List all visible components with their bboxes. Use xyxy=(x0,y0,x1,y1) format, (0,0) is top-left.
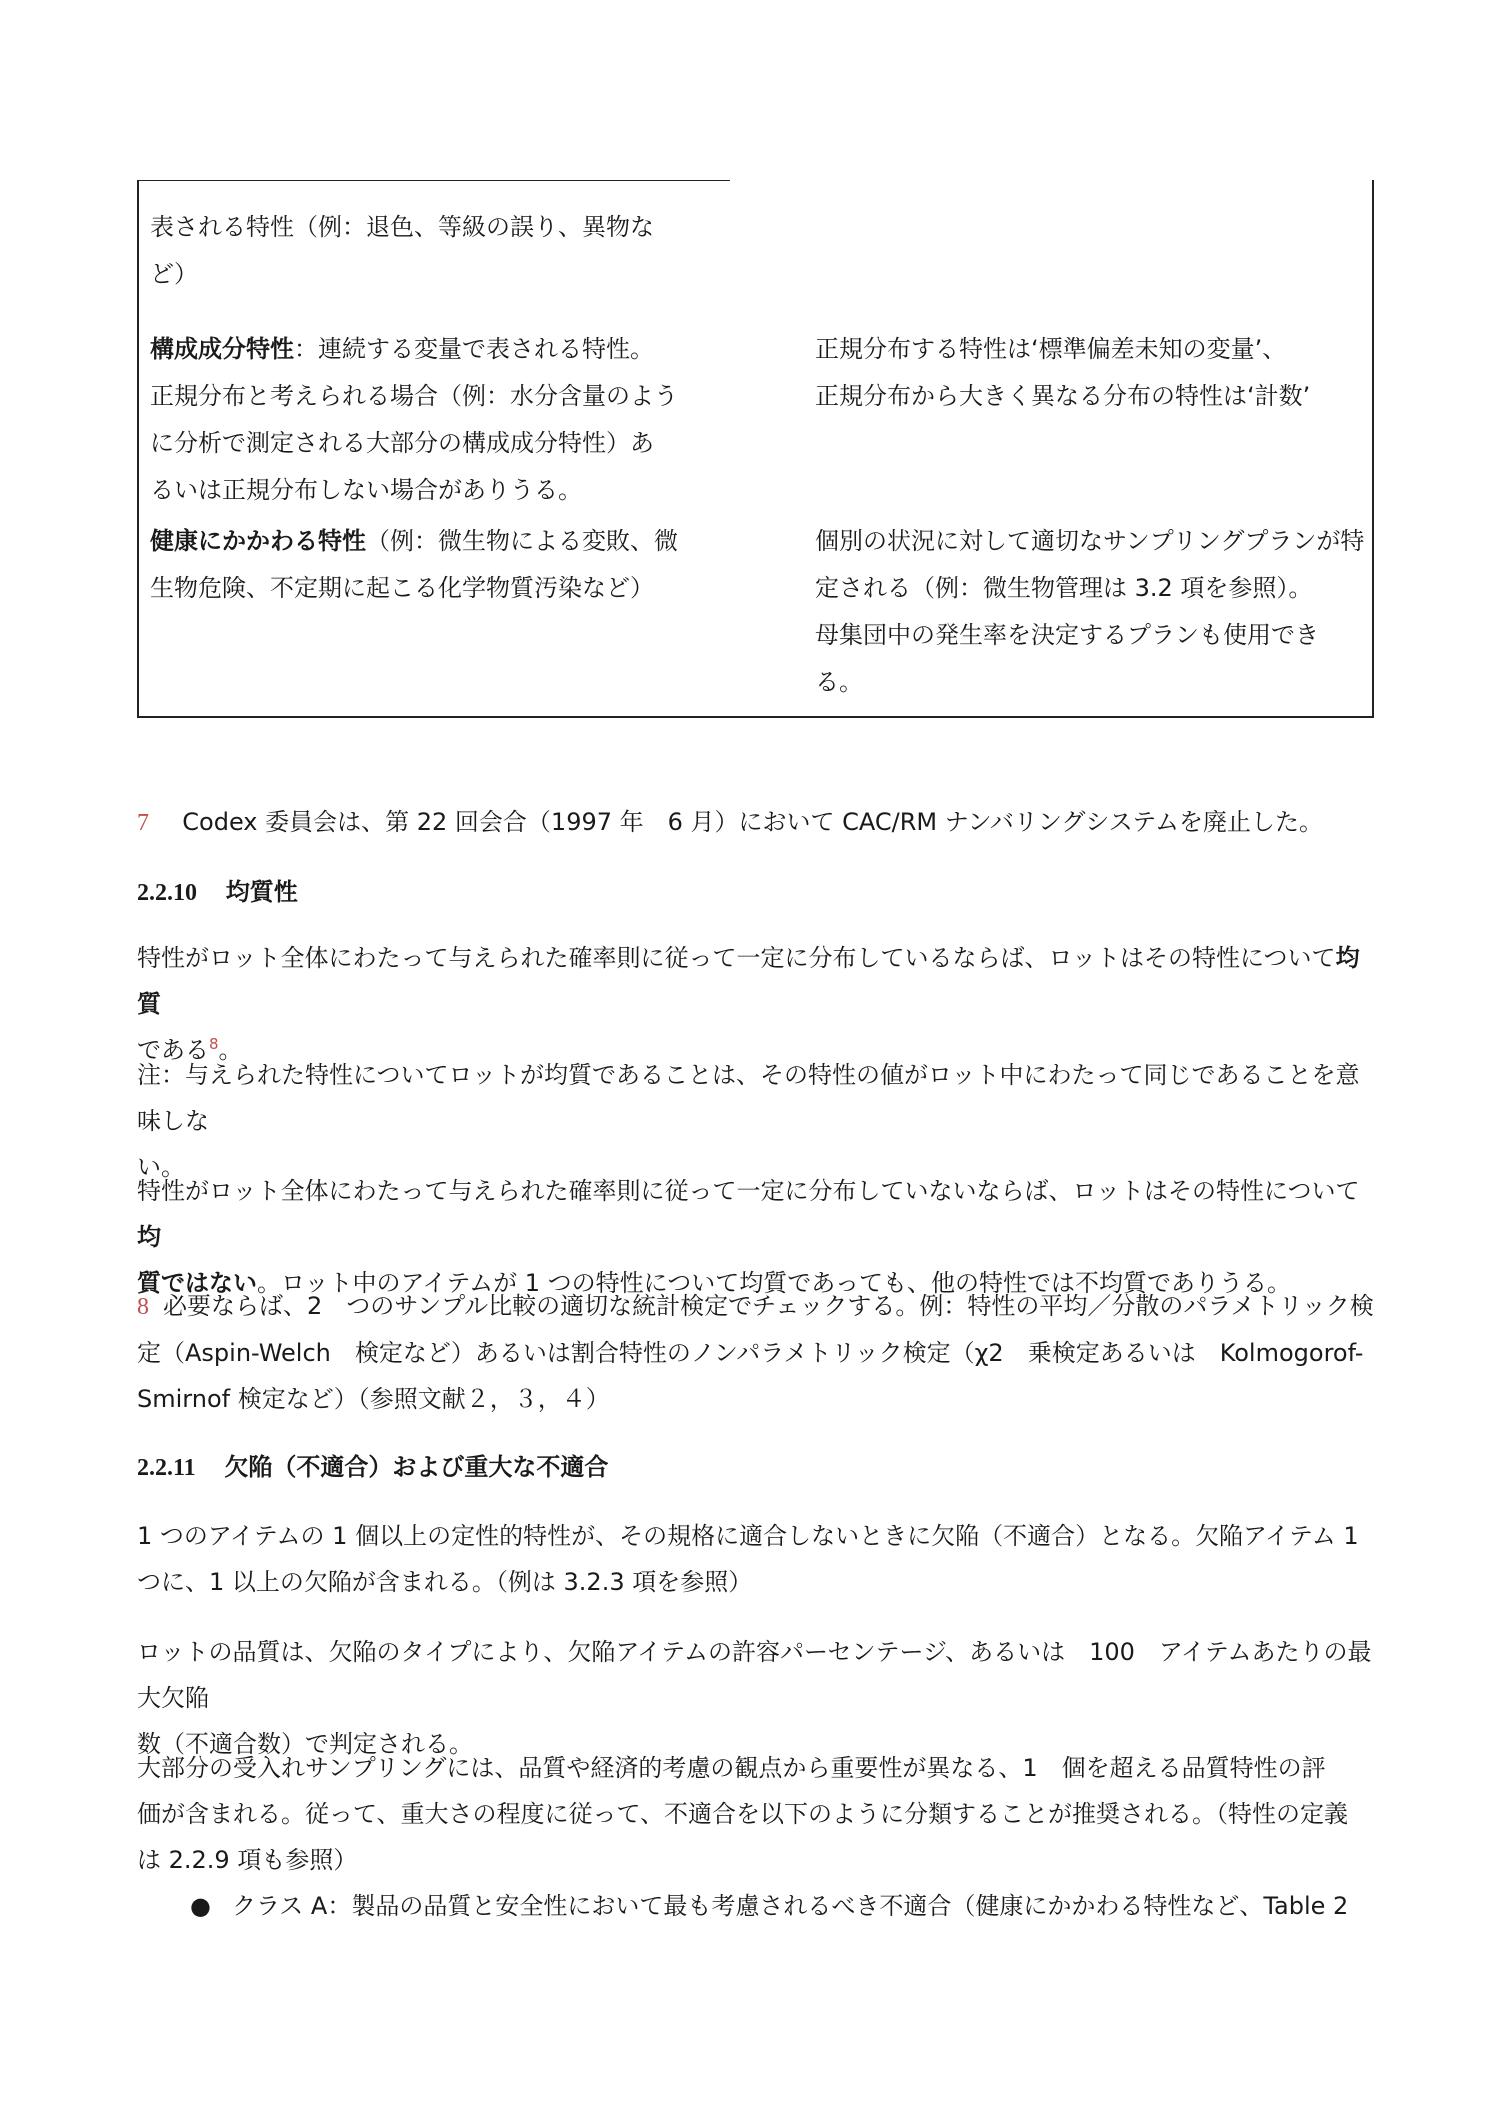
homogeneity-paragraph-1: 特性がロット全体にわたって与えられた確率則に従って一定に分布しているならば、ロットはその特性について均質 である$^8$。 xyxy=(137,944,1360,1064)
table-bottom-border xyxy=(137,716,1374,718)
footnote-8: 8 必要ならば、2 つのサンプル比較の適切な統計検定でチェックする。例：特性の平均／分散のパラメトリック検 定（Aspin-Welch 検定など）あるいは割合特性のノンパラメトリック検定（χ2 乗検定あるいは Kolmogorof- Smirnof 検定など）（参照文献２，３，４） xyxy=(137,1292,1374,1413)
footnote-7-number: 7 xyxy=(137,810,149,836)
table-row2-right: 個別の状況に対して適切なサンプリングプランが特 定される（例：微生物管理は 3.2 項を参照）。 母集団中の発生率を決定するプランも使用でき る。 xyxy=(815,527,1365,696)
footnote-7: 7 Codex 委員会は、第 22 回会合（1997 年 6 月）において CAC/RM ナンバリングシステムを廃止した。 xyxy=(137,808,1324,836)
table-row1-right: 正規分布する特性は‘標準偏差未知の変量’、 正規分布から大きく異なる分布の特性は‘計数’ xyxy=(815,335,1311,410)
characteristics-table xyxy=(137,180,1374,718)
bullet-icon: ● xyxy=(190,1892,211,1920)
table-row2-left: 健康にかかわる特性（例：微生物による変敗、微 生物危険、不定期に起こる化学物質汚染など） xyxy=(150,527,678,602)
homogeneity-paragraph-3: 特性がロット全体にわたって与えられた確率則に従って一定に分布していないならば、ロットはその特性について均 質ではない。ロット中のアイテムが 1 つの特性について均質であっても、他の特性では不均質でありうる。 xyxy=(137,1177,1360,1297)
health-characteristic-term: 健康にかかわる特性 xyxy=(150,527,366,555)
constituent-characteristic-term: 構成成分特性 xyxy=(150,335,294,363)
defects-paragraph-2: ロットの品質は、欠陥のタイプにより、欠陥アイテムの許容パーセンテージ、あるいは 100 アイテムあたりの最大欠陥 数（不適合数）で判定される。 xyxy=(137,1638,1372,1758)
section-2-2-10-heading: 2.2.10 均質性 xyxy=(137,878,298,906)
section-2-2-11-heading: 2.2.11 欠陥（不適合）および重大な不適合 xyxy=(137,1453,609,1481)
defects-paragraph-3: 大部分の受入れサンプリングには、品質や経済的考慮の観点から重要性が異なる、1 個を超える品質特性の評 価が含まれる。従って、重大さの程度に従って、不適合を以下のように分類することが推奨される。（特性の定義 は 2.2.9 項も参照） xyxy=(137,1754,1349,1874)
homogeneity-note: 注：与えられた特性についてロットが均質であることは、その特性の値がロット中にわたって同じであることを意味しな い。 xyxy=(137,1061,1360,1181)
table-top-border xyxy=(137,180,730,181)
footnote-8-number: 8 xyxy=(137,1294,149,1320)
table-row1-left: 構成成分特性：連続する変量で表される特性。 正規分布と考えられる場合（例：水分含量のよう に分析で測定される大部分の構成成分特性）あ るいは正規分布しない場合がありうる。 xyxy=(150,335,678,504)
table-left-border xyxy=(137,180,139,718)
class-a-bullet: ● クラス A：製品の品質と安全性において最も考慮されるべき不適合（健康にかかわる特性など、Table 2 xyxy=(190,1883,1374,1929)
footnote-ref-8: 8 xyxy=(209,1035,219,1053)
defects-paragraph-1: 1 つのアイテムの 1 個以上の定性的特性が、その規格に適合しないときに欠陥（不適合）となる。欠陥アイテム 1 つに、1 以上の欠陥が含まれる。（例は 3.2.3 項を参照） xyxy=(137,1522,1359,1596)
table-row0-left: 表される特性（例：退色、等級の誤り、異物な ど） xyxy=(150,213,654,288)
